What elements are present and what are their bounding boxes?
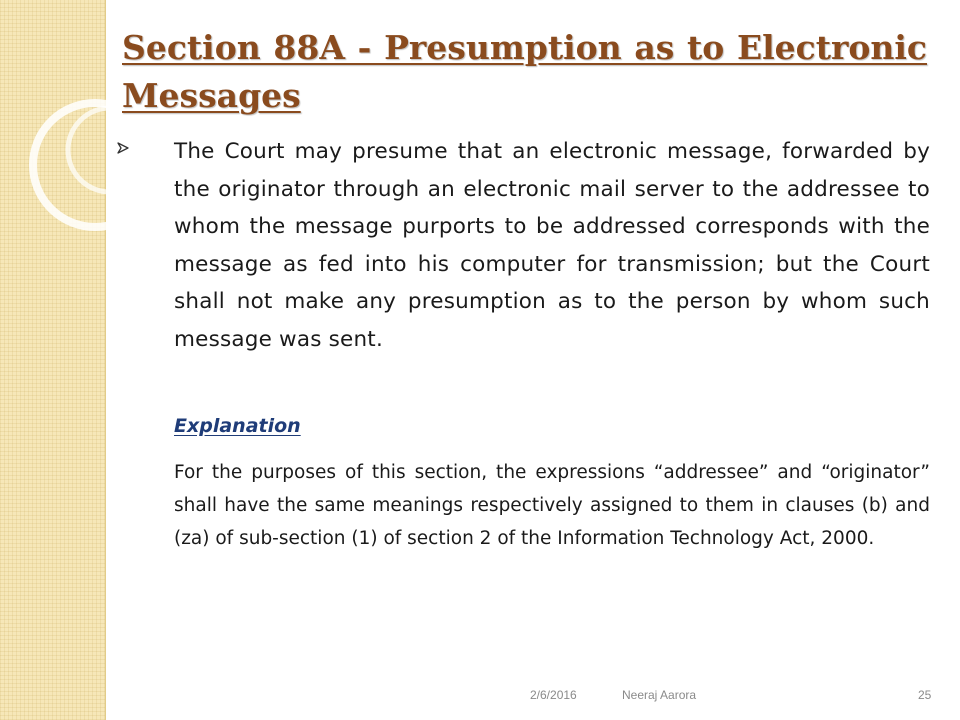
arrow-bullet-icon — [116, 141, 130, 155]
main-paragraph: The Court may presume that an electronic message, forwarded by the originator through an electronic mail server to the addressee to whom the message purports to be addressed corresponds with the message as fed into his computer for transmission; but the Court shall not make any presumption as to the person by whom such message was sent. — [174, 139, 930, 352]
footer-author: Neeraj Aarora — [622, 688, 697, 702]
explanation-heading: Explanation — [174, 415, 301, 437]
explanation-paragraph: For the purposes of this section, the expressions “addressee” and “originator” shall have the same meanings respectively assigned to them in clauses (b) and (za) of sub-section (1) of section 2 of the Information Technology Act, 2000. — [174, 462, 930, 549]
page-number: 25 — [918, 688, 932, 702]
footer-date: 2/6/2016 — [530, 688, 577, 702]
slide-title: Section 88A - Presumption as to Electronic Messages — [122, 28, 927, 115]
